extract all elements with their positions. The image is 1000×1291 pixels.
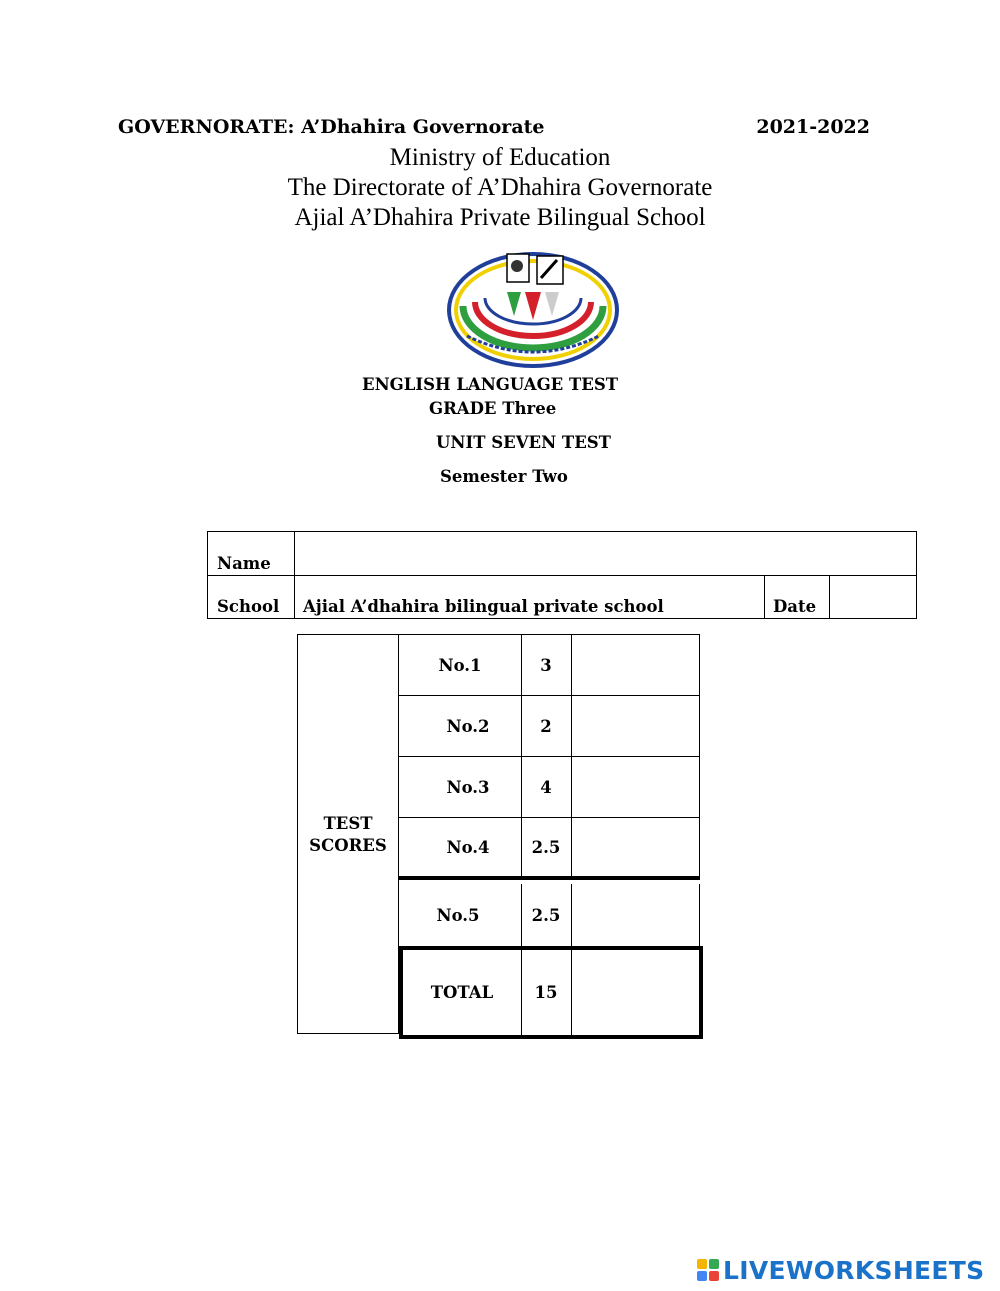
score-item: No.1 [438,655,482,675]
header-line [118,116,870,144]
score-item: No.4 [446,837,490,857]
score-points: 2.5 [531,837,561,857]
score-input[interactable] [571,818,699,876]
score-input[interactable] [571,696,699,756]
score-input[interactable] [571,757,699,817]
score-row-3 [399,756,700,817]
score-row-5 [399,884,700,946]
grade-title: GRADE Three [429,399,557,418]
school-label: School [217,597,280,616]
name-label: Name [217,554,271,573]
brand-name: LIVEWORKSHEETS [723,1255,985,1285]
academic-year: 2021-2022 [756,116,870,138]
score-input[interactable] [571,884,699,946]
score-row-1 [399,634,700,695]
total-points: 15 [534,983,558,1002]
test-scores-label-cell [297,634,399,1034]
student-info-table [207,531,917,619]
total-row [399,946,703,1039]
test-scores-label-line1: TEST [323,814,373,833]
school-title: Ajial A’Dhahira Private Bilingual School [294,204,706,231]
score-item: No.5 [436,905,480,925]
governorate-text: GOVERNORATE: A’Dhahira Governorate [118,116,545,138]
score-row-2 [399,695,700,756]
score-input[interactable] [571,635,699,695]
ministry-title: Ministry of Education [389,144,611,171]
score-points: 4 [540,777,552,797]
score-item: No.3 [446,777,490,797]
total-label: TOTAL [430,983,494,1002]
score-item: No.2 [446,716,490,736]
score-points: 2 [540,716,552,736]
semester-title: Semester Two [440,467,568,486]
directorate-title: The Directorate of A’Dhahira Governorate [287,174,713,201]
colored-squares-icon [697,1259,719,1281]
school-emblem-logo [445,246,621,371]
score-points: 2.5 [531,905,561,925]
test-title: ENGLISH LANGUAGE TEST [362,375,619,394]
total-score-input[interactable] [571,950,699,1035]
school-value: Ajial A’dhahira bilingual private school [303,597,664,616]
unit-title: UNIT SEVEN TEST [436,433,611,452]
score-points: 3 [540,655,552,675]
test-scores-label-line2: SCORES [309,836,387,855]
date-label: Date [773,597,817,616]
liveworksheets-logo [697,1255,984,1285]
score-row-4 [399,817,700,880]
